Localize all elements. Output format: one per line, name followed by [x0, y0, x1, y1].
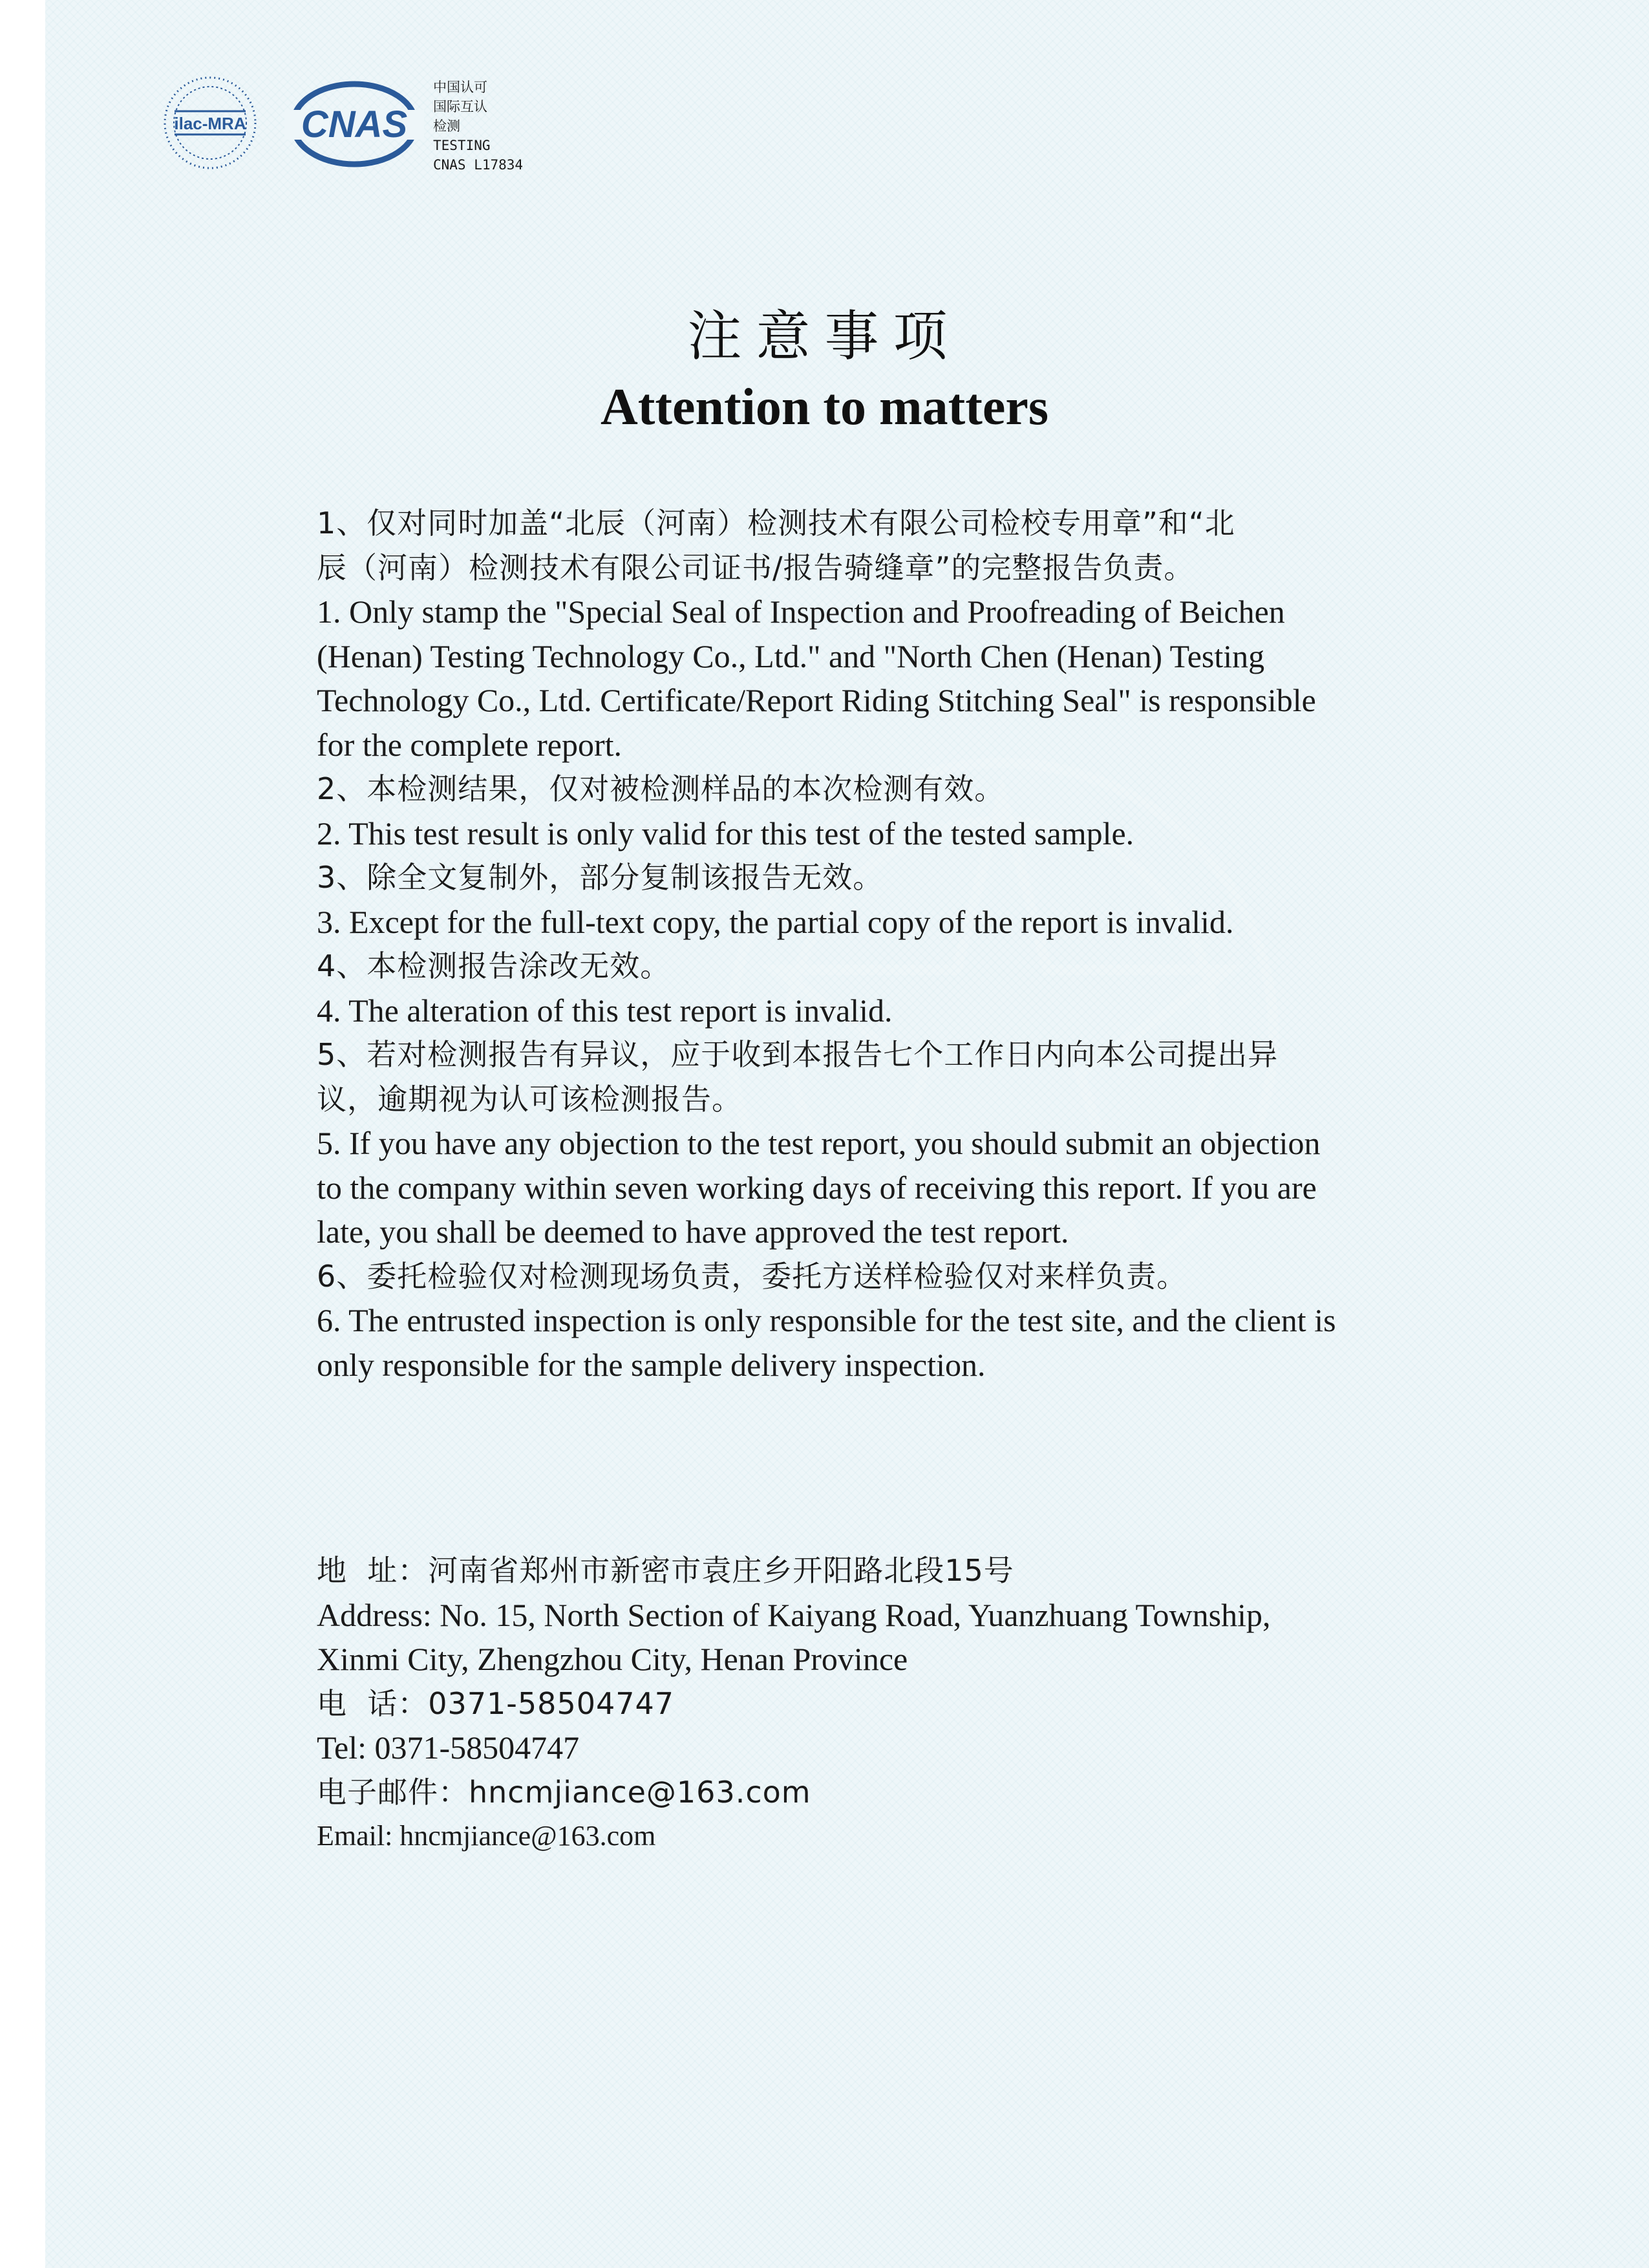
telephone-chinese: 电 话：0371-58504747: [317, 1685, 675, 1721]
cnas-logo-icon: [278, 78, 433, 168]
accreditation-header: [155, 65, 608, 194]
accreditation-line: TESTING: [433, 138, 491, 153]
telephone-english: Tel: 0371-58504747: [317, 1729, 580, 1766]
address-chinese: 地 址：河南省郑州市新密市袁庄乡开阳路北段15号: [317, 1553, 1014, 1588]
notice-line: 2、本检测结果，仅对被检测样品的本次检测有效。: [317, 771, 1005, 806]
notice-line: 4. The alteration of this test report is invalid.: [317, 992, 893, 1029]
accreditation-line: 中国认可: [433, 80, 487, 95]
notice-line: 3. Except for the full-text copy, the partial copy of the report is invalid.: [317, 903, 1234, 940]
notice-line: 辰（河南）检测技术有限公司证书/报告骑缝章”的完整报告负责。: [317, 550, 1195, 585]
email-chinese: 电子邮件：hncmjiance@163.com: [317, 1774, 811, 1810]
notice-line: 议，逾期视为认可该检测报告。: [317, 1081, 742, 1117]
notice-line: 1、仅对同时加盖“北辰（河南）检测技术有限公司检校专用章”和“北: [317, 506, 1235, 540]
notice-list: [317, 501, 1467, 1387]
notice-line: 1. Only stamp the "Special Seal of Inspection and Proofreading of Beichen: [317, 594, 1285, 630]
notice-line: for the complete report.: [317, 726, 622, 763]
notice-line: to the company within seven working days of receiving this report. If you are: [317, 1169, 1317, 1206]
notice-line: 5、若对检测报告有异议，应于收到本报告七个工作日内向本公司提出异: [317, 1037, 1279, 1072]
accreditation-line: 国际互认: [433, 99, 487, 114]
contact-block: [317, 1548, 1480, 1859]
ilac-mra-logo-icon: [155, 71, 265, 175]
email-english: Email: hncmjiance@163.com: [317, 1820, 656, 1852]
address-english-line-1: Address: No. 15, North Section of Kaiyang Road, Yuanzhuang Township,: [317, 1596, 1271, 1633]
page-title-chinese: 注意事项: [687, 305, 962, 368]
notice-line: 3、除全文复制外，部分复制该报告无效。: [317, 860, 884, 895]
notice-line: Technology Co., Ltd. Certificate/Report Riding Stitching Seal" is responsible: [317, 682, 1316, 718]
notice-line: (Henan) Testing Technology Co., Ltd." and "North Chen (Henan) Testing: [317, 637, 1265, 674]
notice-line: late, you shall be deemed to have approved the test report.: [317, 1214, 1069, 1250]
cnas-logo-text: CNAS: [301, 103, 408, 145]
notice-line: 6. The entrusted inspection is only responsible for the test site, and the client is: [317, 1302, 1336, 1338]
accreditation-line: 检测: [433, 118, 460, 134]
notice-line: 4、本检测报告涂改无效。: [317, 948, 671, 983]
accreditation-line: CNAS L17834: [433, 157, 524, 173]
notice-line: 5. If you have any objection to the test report, you should submit an objection: [317, 1125, 1321, 1161]
page-title-english: Attention to matters: [600, 379, 1049, 436]
accreditation-number-block: [433, 78, 562, 175]
notice-line: 6、委托检验仅对检测现场负责，委托方送样检验仅对来样负责。: [317, 1258, 1187, 1294]
address-english-line-2: Xinmi City, Zhengzhou City, Henan Province: [317, 1641, 908, 1677]
notice-line: only responsible for the sample delivery inspection.: [317, 1346, 986, 1383]
ilac-logo-text: ilac-MRA: [174, 114, 246, 133]
notice-line: 2. This test result is only valid for this test of the tested sample.: [317, 815, 1134, 851]
